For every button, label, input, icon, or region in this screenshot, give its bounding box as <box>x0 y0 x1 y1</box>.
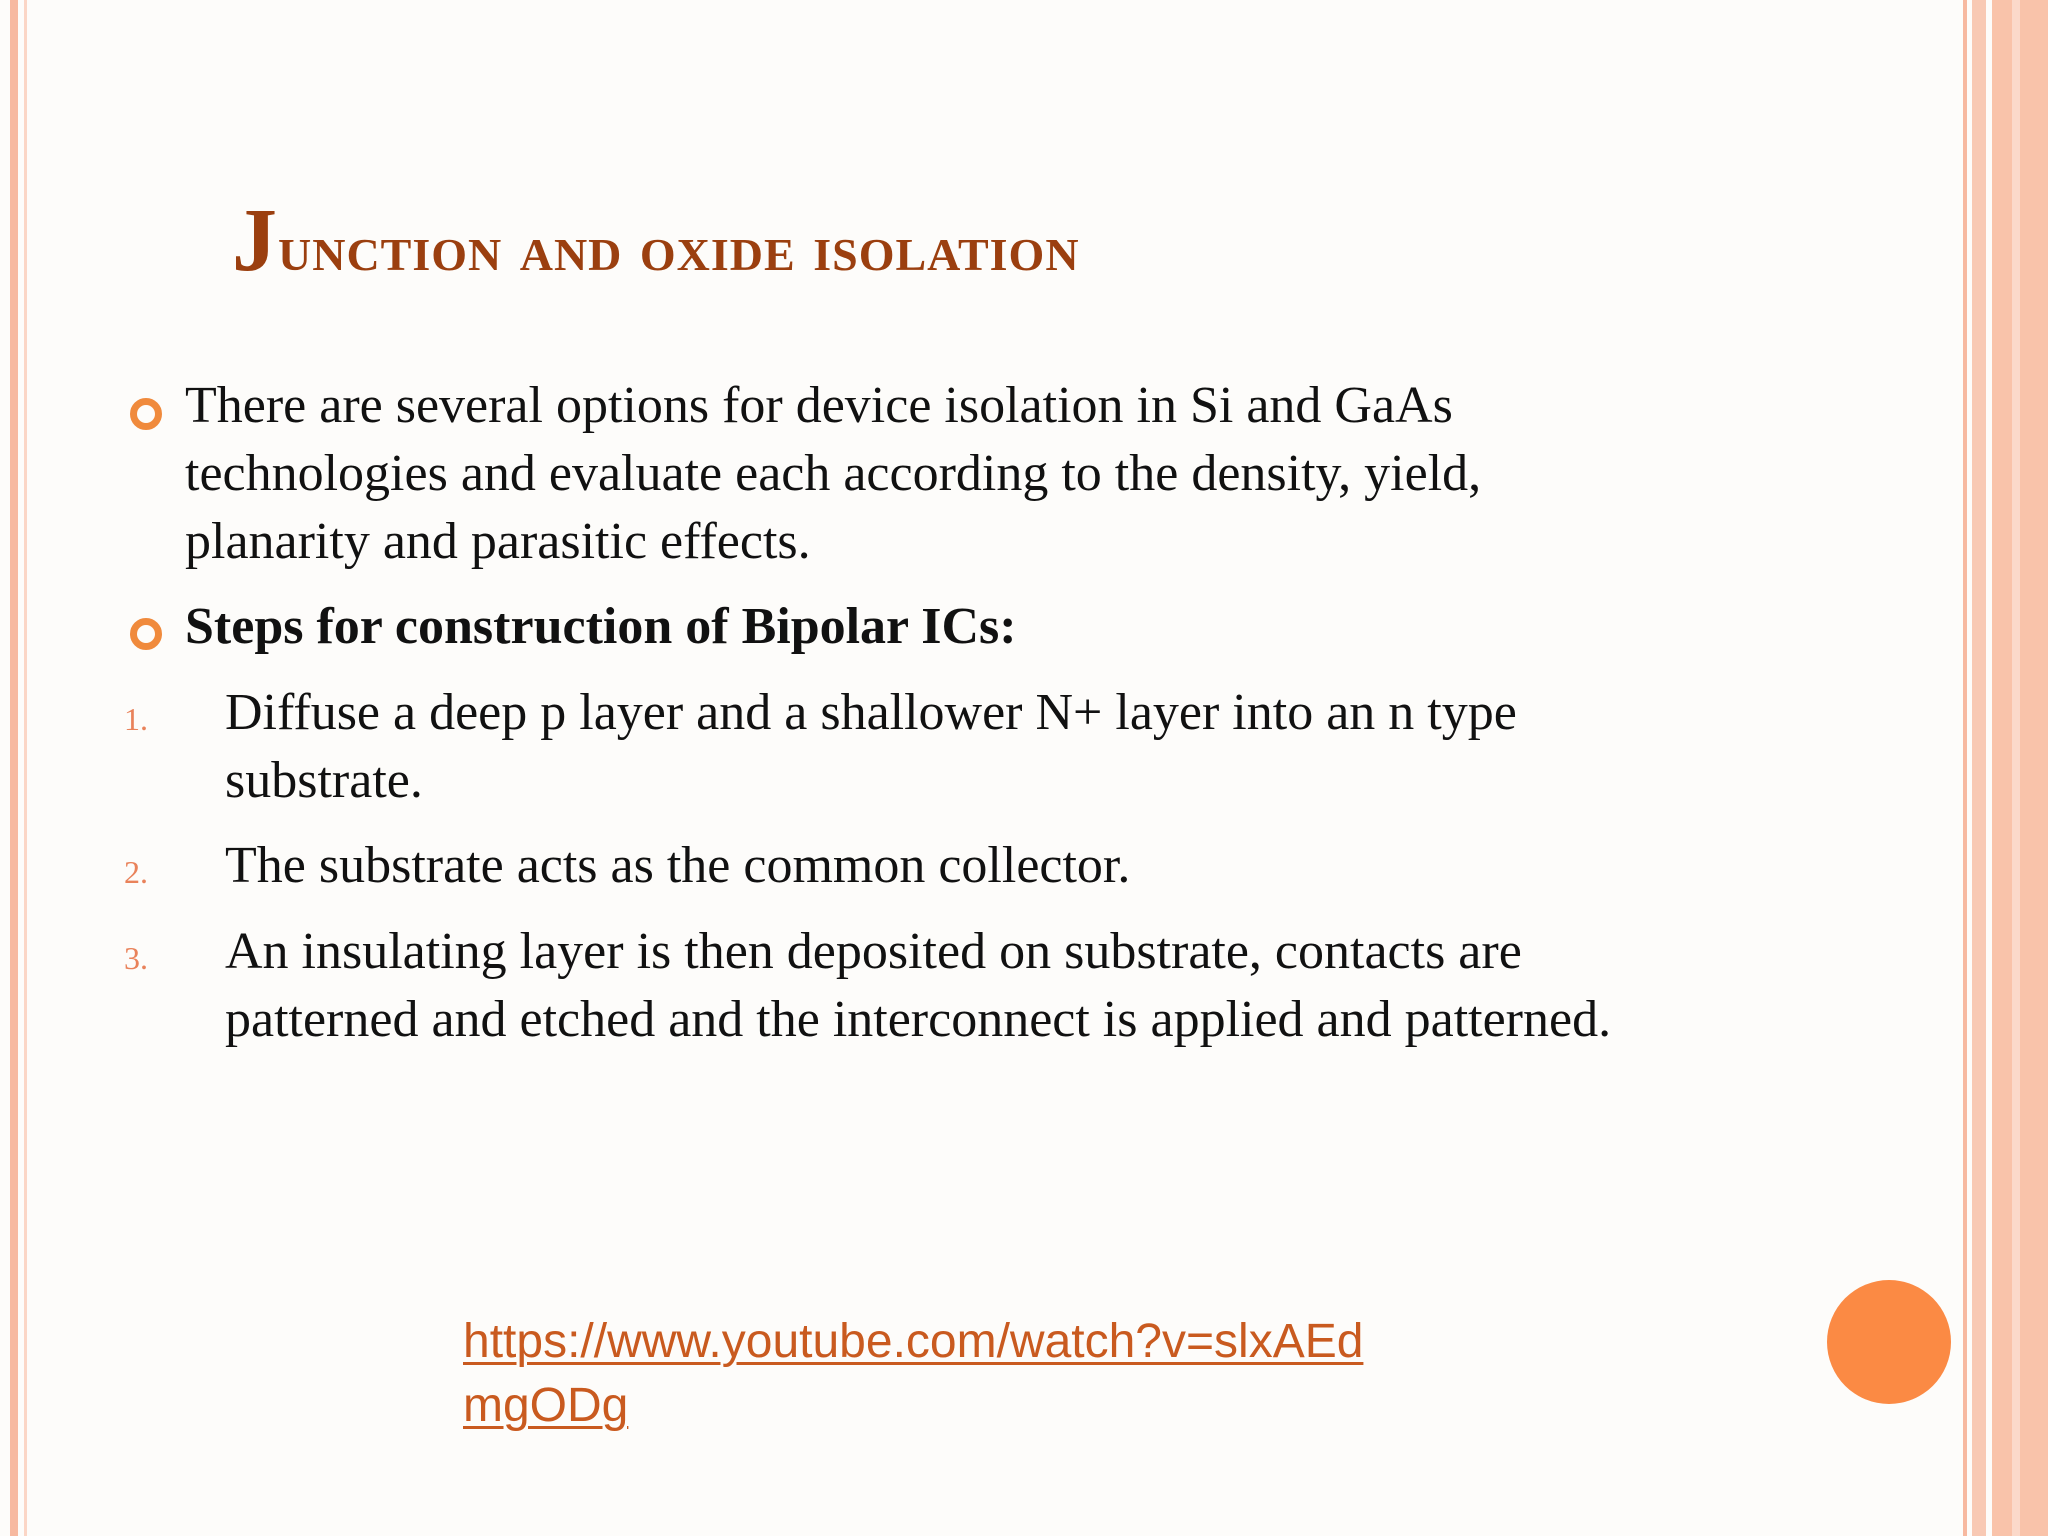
right-border-stripe-thin <box>1963 0 1967 1536</box>
title-initial: J <box>232 191 278 290</box>
left-border-stripe <box>10 0 18 1536</box>
bullet-line: technologies and evaluate each according to the density, yield, <box>185 445 1482 502</box>
bullet-ring-icon <box>130 618 162 650</box>
bullet-line: There are several options for device isolation in Si and GaAs <box>185 377 1453 434</box>
step-number: 3. <box>124 940 148 976</box>
youtube-link[interactable] <box>463 1310 1363 1438</box>
bullet-line-heading: Steps for construction of Bipolar ICs: <box>185 598 1017 655</box>
step-number: 1. <box>124 701 148 737</box>
bullet-line: planarity and parasitic effects. <box>185 513 811 570</box>
right-border-edge-light <box>2012 0 2020 1536</box>
slide-title <box>232 191 1080 290</box>
step-line: An insulating layer is then deposited on substrate, contacts are <box>225 923 1522 980</box>
bullet-ring-icon <box>130 398 162 430</box>
step-line: substrate. <box>225 752 423 809</box>
title-rest: unction and oxide isolation <box>278 212 1080 285</box>
orange-circle-button[interactable] <box>1827 1280 1951 1404</box>
step-line: The substrate acts as the common collector. <box>225 837 1131 894</box>
link-line[interactable]: mgODg <box>463 1379 629 1432</box>
link-line[interactable]: https://www.youtube.com/watch?v=slxAEd <box>463 1315 1364 1368</box>
left-border-stripe-thin <box>24 0 27 1536</box>
right-border-stripe <box>1972 0 1986 1536</box>
step-number: 2. <box>124 854 148 890</box>
right-border-edge <box>1992 0 2048 1536</box>
step-line: patterned and etched and the interconnect is applied and patterned. <box>225 991 1612 1048</box>
step-line: Diffuse a deep p layer and a shallower N+ layer into an n type <box>225 684 1517 741</box>
